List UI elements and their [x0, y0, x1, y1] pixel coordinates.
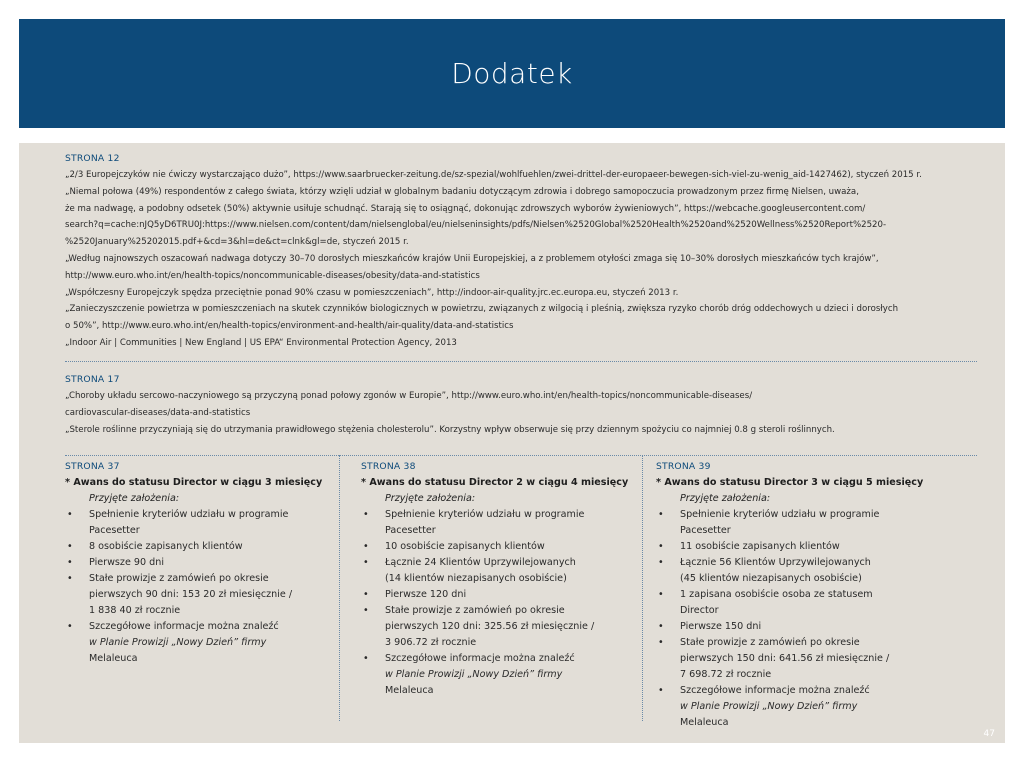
- list-item: [361, 587, 645, 603]
- reference-line: „Zanieczyszczenie powietrza w pomieszczeniach na skutek czynników biologicznych w powietrzu, związanych z wilgocią i pleśnią, zwiększa ryzyko chorób dróg oddechowych u dzieci i dorosłych: [65, 304, 899, 315]
- section-page-12: [65, 153, 995, 352]
- list-item: [656, 555, 940, 587]
- bullet: •: [363, 541, 369, 552]
- assumption-list: [656, 507, 940, 731]
- column-title: * Awans do statusu Director 2 w ciągu 4 miesięcy: [361, 477, 629, 488]
- column-title: * Awans do statusu Director 3 w ciągu 5 miesięcy: [656, 477, 924, 488]
- list-item-text: Łącznie 24 Klientów Uprzywilejowanych: [385, 557, 576, 568]
- list-item-text: Spełnienie kryteriów udziału w programie: [89, 509, 289, 520]
- section-label: STRONA 37: [65, 461, 120, 472]
- bullet: •: [658, 637, 664, 648]
- list-item-text: pierwszych 150 dni: 641.56 zł miesięcznie /: [680, 653, 890, 664]
- reference-line: że ma nadwagę, a podobny odsetek (50%) aktywnie usiłuje schudnąć. Starają się to osiągnąć, dokonując zdrowszych wyborów żywieniowych”, https://webcache.googleusercontent.com/: [65, 203, 866, 214]
- list-item-text: Pierwsze 150 dni: [680, 621, 762, 632]
- list-item-text: 8 osobiście zapisanych klientów: [89, 541, 243, 552]
- list-item-text: Pierwsze 120 dni: [385, 589, 467, 600]
- assumption-list: [65, 507, 349, 667]
- reference-line: „Współczesny Europejczyk spędza przeciętnie ponad 90% czasu w pomieszczeniach”, http://indoor-air-quality.jrc.ec.europa.eu, styczeń 2013 r.: [65, 287, 679, 298]
- list-item-text: Łącznie 56 Klientów Uprzywilejowanych: [680, 557, 871, 568]
- column-page-37: [65, 461, 349, 667]
- bullet: •: [67, 573, 73, 584]
- reference-line: „Według najnowszych oszacowań nadwaga dotyczy 30–70 dorosłych mieszkańców krajów Unii Europejskiej, a z problemem otyłości zmaga się 10–30% dorosłych mieszkańców tych krajów”,: [65, 253, 879, 264]
- list-item-text: 1 838 40 zł rocznie: [89, 605, 181, 616]
- column-title: * Awans do statusu Director w ciągu 3 miesięcy: [65, 477, 323, 488]
- assumptions-heading: Przyjęte założenia:: [89, 493, 180, 504]
- list-item-text: Director: [680, 605, 719, 616]
- list-item-text: Stałe prowizje z zamówień po okresie: [680, 637, 860, 648]
- list-item-text: Pacesetter: [89, 525, 140, 536]
- list-item: [361, 651, 645, 699]
- list-item: [65, 507, 349, 539]
- list-item-text: (45 klientów niezapisanych osobiście): [680, 573, 862, 584]
- reference-line: cardiovascular-diseases/data-and-statistics: [65, 407, 251, 418]
- list-item-text: 10 osobiście zapisanych klientów: [385, 541, 545, 552]
- appendix-panel: [19, 143, 1005, 743]
- bullet: •: [67, 541, 73, 552]
- column-page-38: [361, 461, 645, 699]
- list-item-text: 3 906.72 zł rocznie: [385, 637, 477, 648]
- list-item-text: Melaleuca: [385, 685, 434, 696]
- bullet: •: [363, 653, 369, 664]
- reference-line: „2/3 Europejczyków nie ćwiczy wystarczająco dużo”, https://www.saarbruecker-zeitung.de/sz-spezial/wohlfuehlen/zwei-drittel-der-europaeer-bewegen-sich-viel-zu-wenig_aid-1427462), styczeń 2015 r.: [65, 170, 922, 180]
- list-item: [656, 635, 940, 683]
- bullet: •: [658, 509, 664, 520]
- divider: [65, 361, 977, 362]
- list-item: [656, 587, 940, 619]
- list-item-text: 11 osobiście zapisanych klientów: [680, 541, 840, 552]
- section-page-17: [65, 374, 995, 438]
- list-item-text: Melaleuca: [680, 717, 729, 728]
- list-item: [65, 539, 349, 555]
- list-item-text: Stałe prowizje z zamówień po okresie: [89, 573, 269, 584]
- list-item: [65, 619, 349, 667]
- bullet: •: [363, 509, 369, 520]
- bullet: •: [363, 589, 369, 600]
- list-item-text: Melaleuca: [89, 653, 138, 664]
- list-item-text: Szczegółowe informacje można znaleźć: [680, 685, 870, 696]
- bullet: •: [363, 557, 369, 568]
- section-label: STRONA 39: [656, 461, 711, 472]
- list-item: [65, 555, 349, 571]
- list-item: [65, 571, 349, 619]
- list-item: [656, 507, 940, 539]
- reference-line: „Indoor Air | Communities | New England | US EPA“ Environmental Protection Agency, 2013: [65, 337, 457, 348]
- reference-line: „Choroby układu sercowo-naczyniowego są przyczyną ponad połowy zgonów w Europie”, http://www.euro.who.int/en/health-topics/noncommunicable-diseases/: [65, 391, 753, 401]
- list-item-text: Szczegółowe informacje można znaleźć: [89, 621, 279, 632]
- list-item-text: Pacesetter: [385, 525, 436, 536]
- list-item-text: Pacesetter: [680, 525, 731, 536]
- bullet: •: [658, 621, 664, 632]
- list-item: [361, 507, 645, 539]
- reference-line: o 50%”, http://www.euro.who.int/en/health-topics/environment-and-health/air-quality/data-and-statistics: [65, 321, 514, 332]
- bullet: •: [363, 605, 369, 616]
- list-item-text: w Planie Prowizji „Nowy Dzień” firmy: [385, 669, 563, 680]
- list-item-text: Szczegółowe informacje można znaleźć: [385, 653, 575, 664]
- column-page-39: [656, 461, 940, 731]
- section-label: STRONA 38: [361, 461, 416, 472]
- list-item-text: pierwszych 90 dni: 153 20 zł miesięcznie /: [89, 589, 293, 600]
- reference-line: search?q=cache:nJQ5yD6TRU0J:https://www.nielsen.com/content/dam/nielsenglobal/eu/nielseninsights/pdfs/Nielsen%2520Global%2520Health%2520and%2520Wellness%2520Report%2520-: [65, 220, 887, 231]
- list-item: [361, 555, 645, 587]
- bullet: •: [658, 541, 664, 552]
- list-item-text: Spełnienie kryteriów udziału w programie: [680, 509, 880, 520]
- list-item: [656, 539, 940, 555]
- reference-line: „Sterole roślinne przyczyniają się do utrzymania prawidłowego stężenia cholesterolu”. Korzystny wpływ obserwuje się przy dziennym spożyciu co najmniej 0.8 g steroli roślinnych.: [65, 424, 835, 435]
- list-item-text: Pierwsze 90 dni: [89, 557, 165, 568]
- assumptions-heading: Przyjęte założenia:: [680, 493, 771, 504]
- bullet: •: [658, 557, 664, 568]
- list-item-text: w Planie Prowizji „Nowy Dzień” firmy: [89, 637, 267, 648]
- section-label: STRONA 12: [65, 153, 120, 164]
- assumptions-heading: Przyjęte założenia:: [385, 493, 476, 504]
- divider: [65, 455, 977, 456]
- list-item-text: Stałe prowizje z zamówień po okresie: [385, 605, 565, 616]
- bullet: •: [67, 621, 73, 632]
- page-title: Dodatek: [451, 57, 573, 90]
- page-number: 47: [983, 729, 995, 739]
- header-bar: [19, 19, 1005, 128]
- section-label: STRONA 17: [65, 374, 120, 385]
- list-item-text: pierwszych 120 dni: 325.56 zł miesięcznie /: [385, 621, 595, 632]
- list-item-text: 1 zapisana osobiście osoba ze statusem: [680, 589, 873, 600]
- bullet: •: [658, 685, 664, 696]
- list-item-text: w Planie Prowizji „Nowy Dzień” firmy: [680, 701, 858, 712]
- reference-line: „Niemal połowa (49%) respondentów z całego świata, którzy wzięli udział w globalnym badaniu dotyczącym zdrowia i dobrego samopoczucia prowadzonym przez firmę Nielsen, uważa,: [65, 186, 859, 197]
- list-item: [361, 539, 645, 555]
- bullet: •: [67, 557, 73, 568]
- reference-line: http://www.euro.who.int/en/health-topics/noncommunicable-diseases/obesity/data-and-statistics: [65, 270, 480, 281]
- list-item: [656, 683, 940, 731]
- bullet: •: [658, 589, 664, 600]
- list-item-text: Spełnienie kryteriów udziału w programie: [385, 509, 585, 520]
- bullet: •: [67, 509, 73, 520]
- assumption-list: [361, 507, 645, 699]
- list-item: [656, 619, 940, 635]
- reference-line: %2520January%25202015.pdf+&cd=3&hl=de&ct=clnk&gl=de, styczeń 2015 r.: [65, 237, 409, 248]
- list-item-text: 7 698.72 zł rocznie: [680, 669, 772, 680]
- list-item: [361, 603, 645, 651]
- list-item-text: (14 klientów niezapisanych osobiście): [385, 573, 567, 584]
